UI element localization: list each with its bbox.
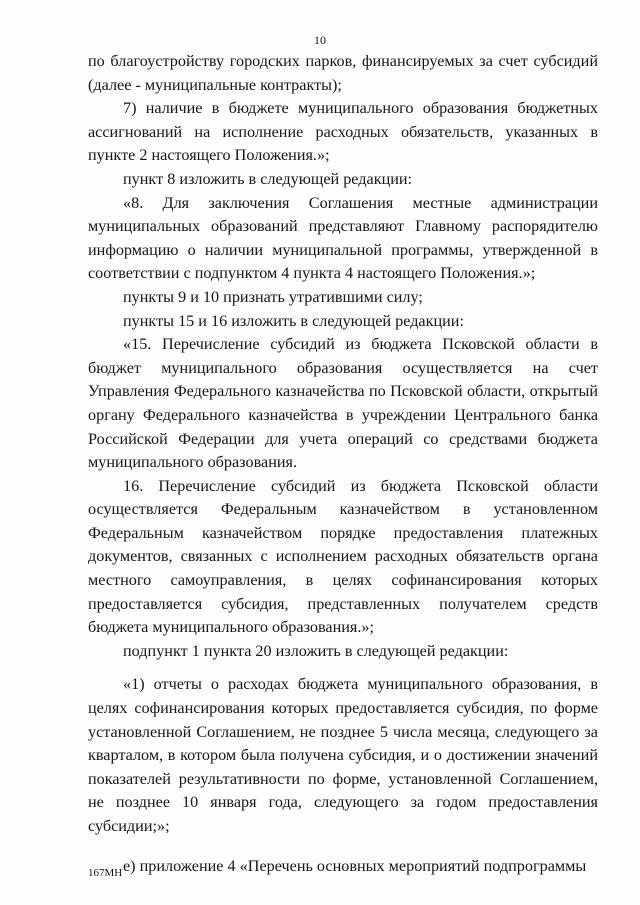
paragraph-instruction-points-15-16: пункты 15 и 16 изложить в следующей редакции: [123,311,464,330]
document-body [88,50,598,878]
paragraph-instruction-subpoint-1: подпункт 1 пункта 20 изложить в следующей редакции: [123,641,509,660]
page-number: 10 [314,33,326,47]
paragraph-subpoint-1: «1) отчеты о расходах бюджета муниципального образования, в целях софинансирования которых предоставляется субсидия, по форме установленной Соглашением, не позднее 5 числа месяца, следующего за кварталом, в котором была получена субсидия, и о достижении значений показателей результативности по форме, установленной Соглашением, не позднее 10 января года, следующего за годом предоставления субсидии;»; [88,675,598,835]
paragraph-item-7: 7) наличие в бюджете муниципального образования бюджетных ассигнований на исполнение расходных обязательств, указанных в пункте 2 настоящего Положения.»; [88,99,598,165]
paragraph-appendix-4: е) приложение 4 «Перечень основных мероприятий подпрограммы [123,856,587,875]
paragraph-instruction-point-8: пункт 8 изложить в следующей редакции: [123,169,413,188]
footer-document-code: 167МН [88,867,123,879]
paragraph-continuation: по благоустройству городских парков, финансируемых за счет субсидий (далее - муниципальные контракты); [88,52,598,94]
paragraph-point-8: «8. Для заключения Соглашения местные администрации муниципальных образований представляют Главному распорядителю информацию о наличии муниципальной программы, утвержденной в соответствии с подпунктом 4 пункта 4 настоящего Положения.»; [88,193,598,283]
paragraph-point-16: 16. Перечисление субсидий из бюджета Псковской области осуществляется Федеральным казначейством в установленном Федеральным казначейством порядке предоставления платежных документов, связанных с исполнением расходных обязательств органа местного самоуправления, в целях софинансирования которых предоставляется субсидия, представленных получателем средств бюджета муниципального образования.»; [88,476,598,637]
paragraph-point-15: «15. Перечисление субсидий из бюджета Псковской области в бюджет муниципального образования осуществляется на счет Управления Федерального казначейства по Псковской области, открытый органу Федерального казначейства в учреждении Центрального банка Российской Федерации для учета операций со средствами бюджета муниципального образования. [88,335,598,472]
paragraph-instruction-points-9-10: пункты 9 и 10 признать утратившими силу; [123,287,423,306]
